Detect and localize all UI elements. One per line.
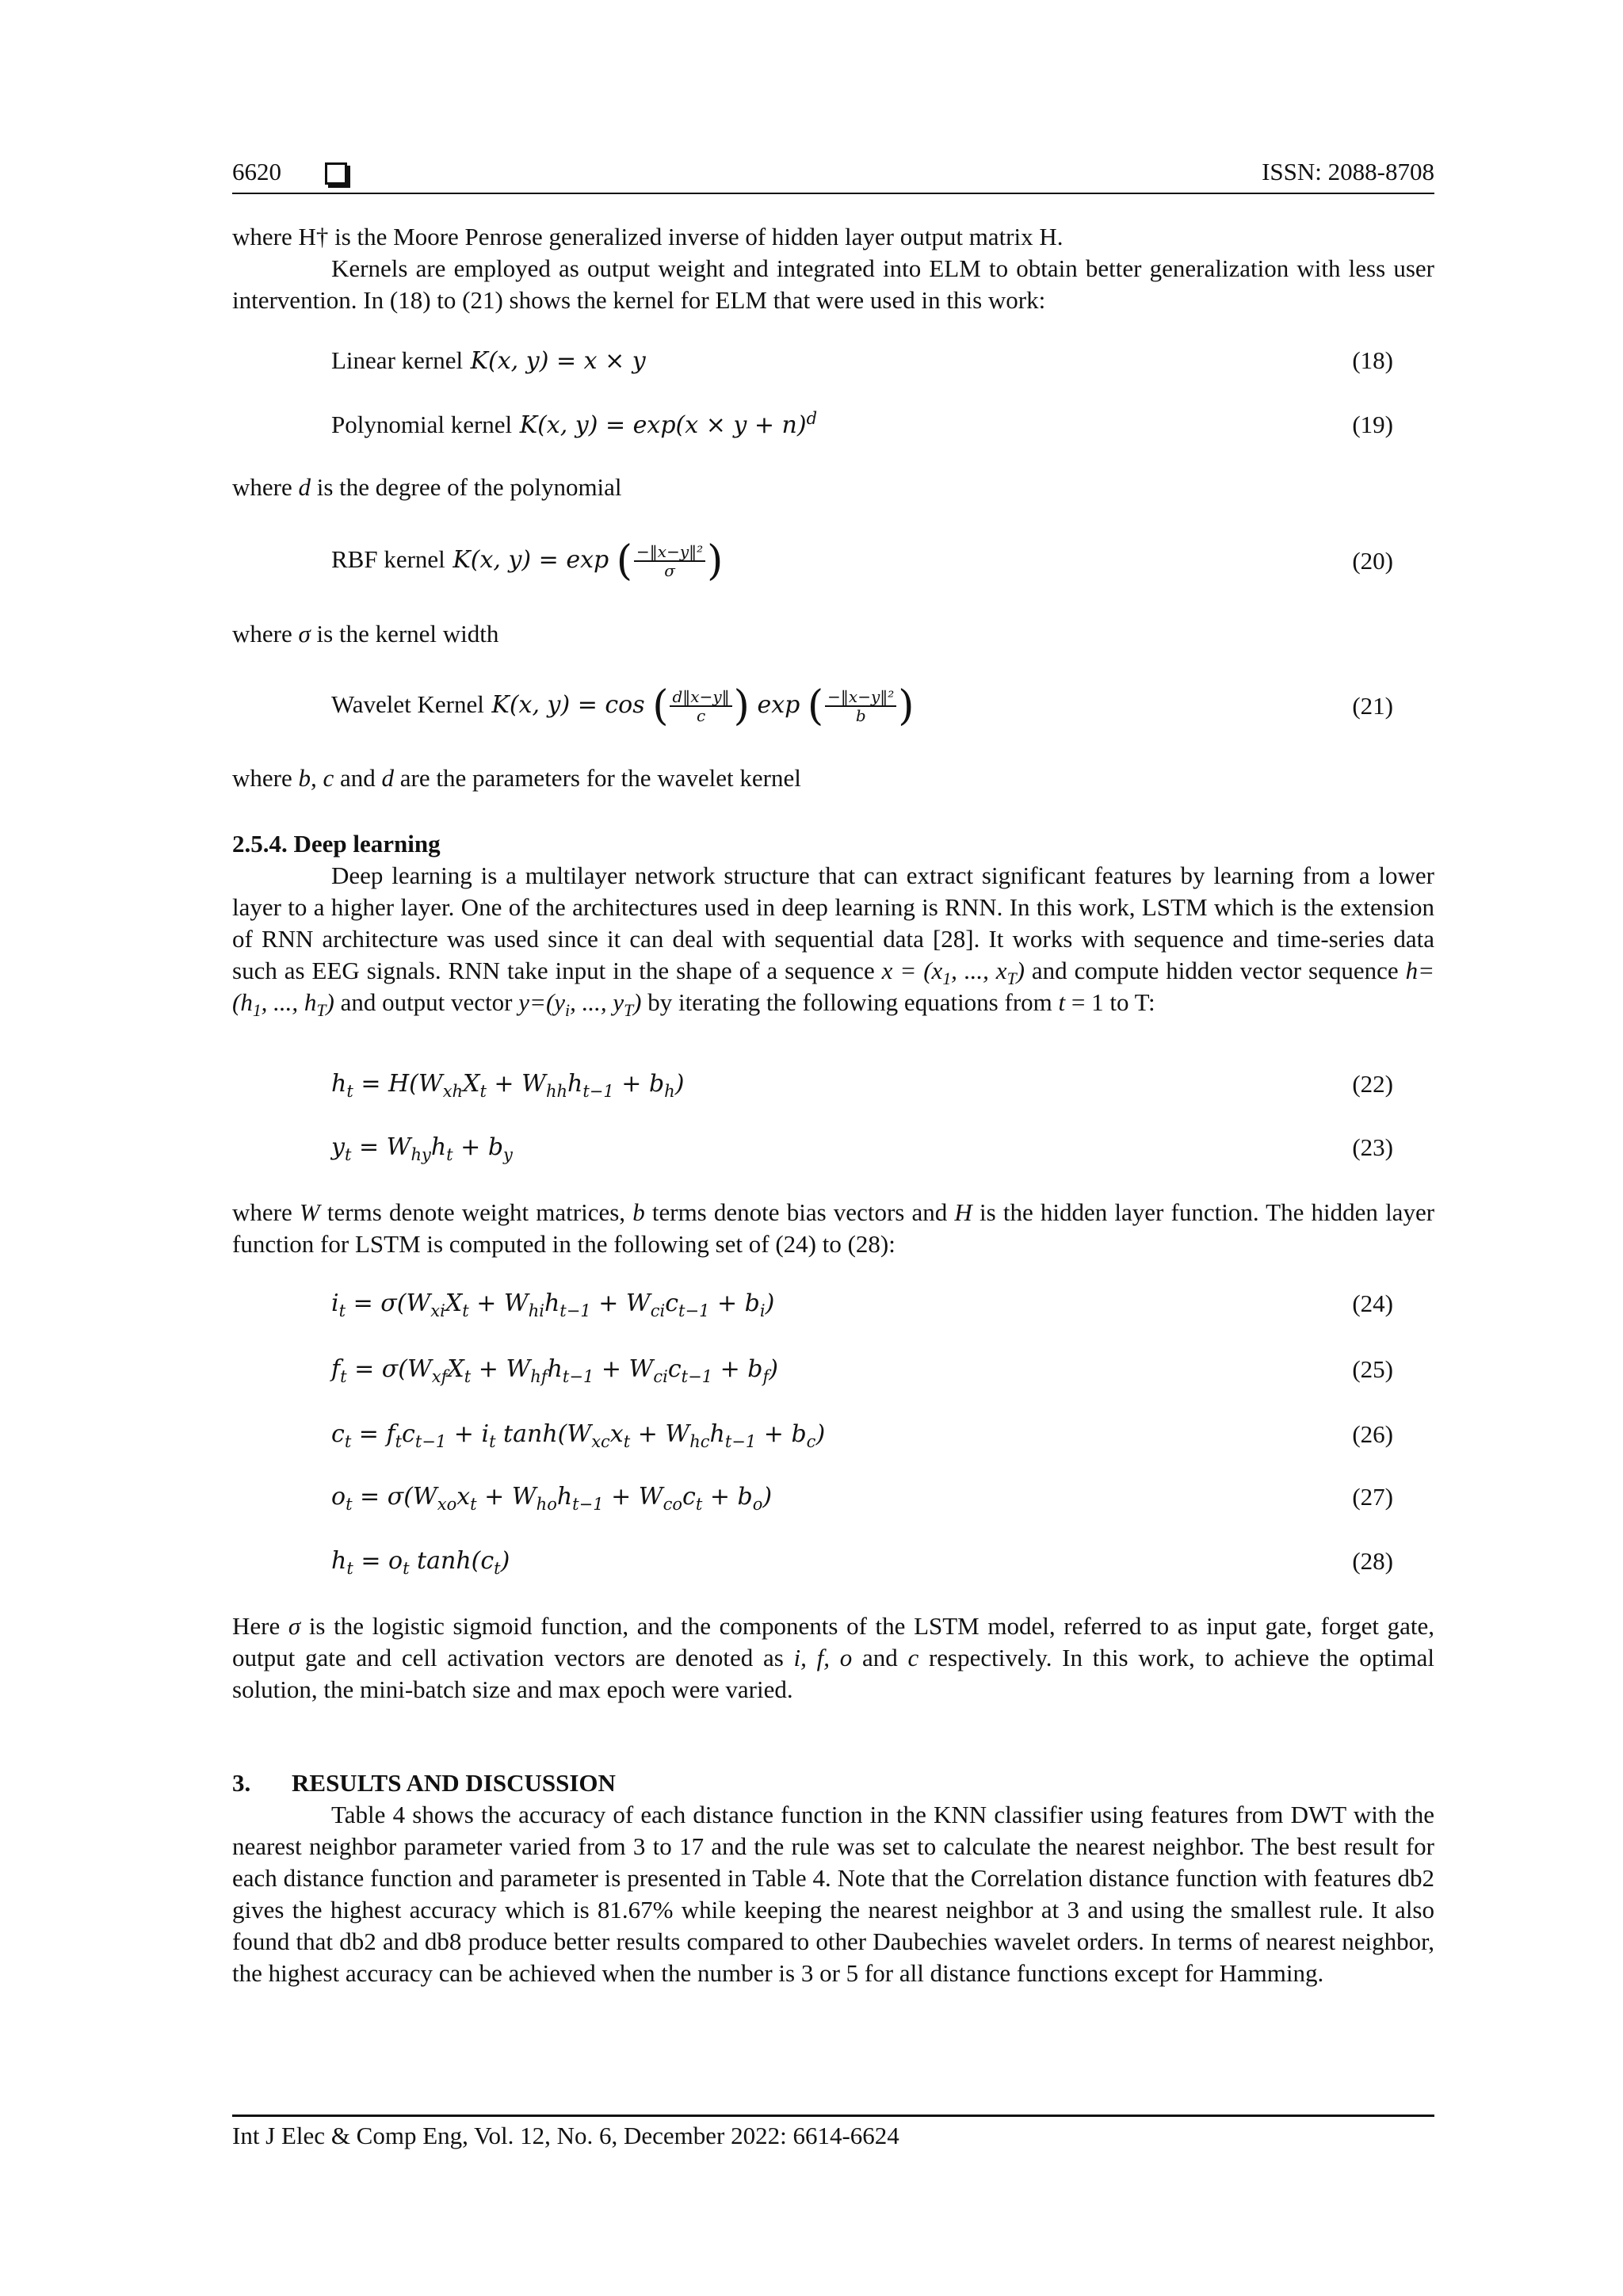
paragraph-lstm-gates: Here σ is the logistic sigmoid function, and the components of the LSTM model, referred to as input gate, forget gate, output gate and cell activation vectors are denoted as i, f, o and c respectively. In this work, to achieve the optimal solution, the mini-batch size and max epoch were varied. — [232, 1612, 1435, 1703]
subsection-heading: 2.5.4. Deep learning — [232, 830, 441, 858]
eq-number-24: (24) — [1352, 1289, 1393, 1317]
note-degree: where d is the degree of the polynomial — [232, 473, 622, 501]
eq21-label: Wavelet Kernel — [331, 690, 484, 718]
note-wavelet-params: where b, c and d are the parameters for the wavelet kernel — [232, 764, 801, 792]
page-number: 6620 — [232, 158, 281, 185]
eq-number-22: (22) — [1352, 1070, 1393, 1098]
paragraph-pseudoinverse: where H† is the Moore Penrose generalized inverse of hidden layer output matrix H. — [232, 223, 1064, 250]
equation-24: $i_t = \sigma(W_{xi}X_t + W_{hi}h_{t-1} + W_{ci}c_{t-1} + b_i)$ — [331, 1289, 775, 1320]
header-square-icon — [325, 162, 347, 185]
equation-25: $f_t = \sigma(W_{xf}X_t + W_{hf}h_{t-1} + W_{ci}c_{t-1} + b_f)$ — [331, 1355, 778, 1386]
footer-rule — [232, 2115, 1434, 2117]
section-number: 3. — [232, 1769, 251, 1797]
eq20-label: RBF kernel — [331, 545, 445, 573]
eq-number-26: (26) — [1352, 1420, 1393, 1448]
equation-26: $c_t = f_tc_{t-1} + i_t$ $\tanh(W_{xc}x_t + W_{hc}h_{t-1} + b_c)$ — [331, 1420, 826, 1451]
paragraph-deep-learning: Deep learning is a multilayer network structure that can extract significant features by learning from a lower layer to a higher layer. One of the architectures used in deep learning is RNN. In this work, LSTM which is the extension of RNN architecture was used since it can deal with sequential data [28]. It works with sequence and time-series data such as EEG signals. RNN take input in the shape of a sequence $x = (x_1$, ..., $x_T$) and compute hidden vector sequence $h=(h_1$, ..., $h_T$) and output vector $y=(y_i$, ..., $y_T$) by iterating the following equations from t = 1 to T: — [232, 861, 1435, 1021]
note-kernel-width: where σ is the kernel width — [232, 620, 499, 648]
eq-number-21: (21) — [1352, 692, 1393, 720]
equation-22: $h_t = H(W_{xh}X_t + W_{hh}h_{t-1} + b_h)$ — [331, 1070, 685, 1101]
paragraph-weights: where W terms denote weight matrices, b terms denote bias vectors and H is the hidden layer function. The hidden layer function for LSTM is computed in the following set of (24) to (28): — [232, 1198, 1435, 1258]
paragraph-results: Table 4 shows the accuracy of each distance function in the KNN classifier using features from DWT with the nearest neighbor parameter varied from 3 to 17 and the rule was set to calculate the nearest neighbor. The best result for each distance function and parameter is presented in Table 4. Note that the Correlation distance function with features db2 gives the highest accuracy which is 81.67% while keeping the nearest neighbor at 3 and using the smallest rule. It also found that db2 and db8 produce better results compared to other Daubechies wavelet orders. In terms of nearest neighbor, the highest accuracy can be achieved when the number is 3 or 5 for all distance functions except for Hamming. — [232, 1801, 1434, 1987]
eq-number-18: (18) — [1352, 346, 1393, 374]
eq-number-19: (19) — [1352, 411, 1393, 438]
equation-18: Linear kernel K(x, y) = x × y — [331, 346, 646, 375]
equation-23: $y_t = W_{hy}h_t + b_y$ — [331, 1133, 513, 1164]
equation-21: Wavelet Kernel K(x, y) = cos ( $\frac{d‖x-y‖}{c}$ ) exp ( $\frac{\text{−‖x−y‖²}}{b}$ ) — [331, 682, 915, 730]
eq-number-25: (25) — [1352, 1355, 1393, 1383]
eq-number-27: (27) — [1352, 1483, 1393, 1511]
header-rule — [232, 193, 1434, 194]
equation-20: RBF kernel K(x, y) = exp ( $\frac{\text{−‖x−y‖²}}{\sigma}$ ) — [331, 537, 724, 585]
eq19-label: Polynomial kernel — [331, 411, 513, 438]
equation-28: $h_t = o_t$ $\tanh(c_t)$ — [331, 1547, 510, 1578]
section-title: RESULTS AND DISCUSSION — [292, 1769, 616, 1797]
eq-number-23: (23) — [1352, 1133, 1393, 1161]
paragraph-kernels: Kernels are employed as output weight and integrated into ELM to obtain better generalization with less user intervention. In (18) to (21) shows the kernel for ELM that were used in this work: — [232, 254, 1434, 314]
equation-27: $o_t = \sigma(W_{xo}x_t + W_{ho}h_{t-1} + W_{co}c_t + b_o)$ — [331, 1483, 773, 1514]
eq-number-28: (28) — [1352, 1547, 1393, 1575]
footer-citation: Int J Elec & Comp Eng, Vol. 12, No. 6, December 2022: 6614-6624 — [232, 2122, 899, 2149]
eq18-label: Linear kernel — [331, 346, 464, 374]
equation-19: Polynomial kernel K(x, $y) = \exp(x \times y + n)^d$ — [331, 409, 818, 439]
eq-number-20: (20) — [1352, 547, 1393, 575]
issn: ISSN: 2088-8708 — [1262, 158, 1434, 185]
